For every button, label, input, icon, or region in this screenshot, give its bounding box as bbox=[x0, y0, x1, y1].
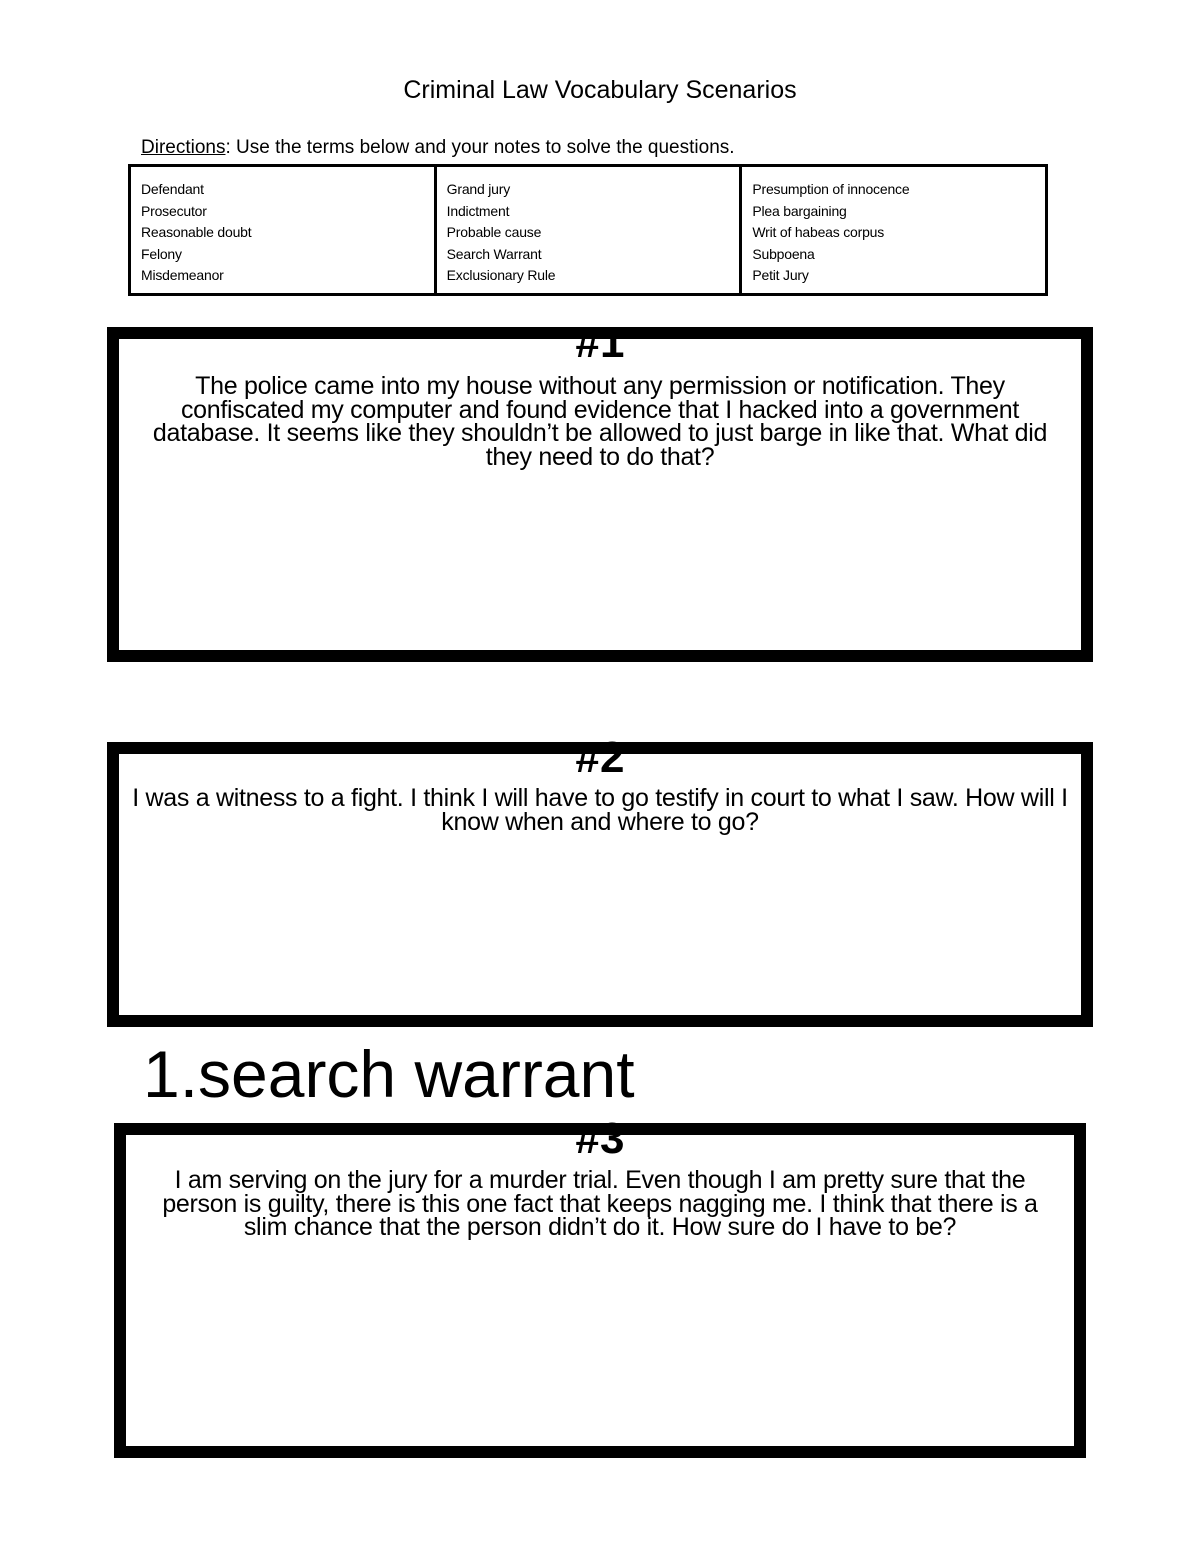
term-writ-of-habeas-corpus: Writ of habeas corpus bbox=[752, 224, 885, 240]
term-subpoena: Subpoena bbox=[752, 245, 815, 262]
directions-text: : Use the terms below and your notes to solve the questions. bbox=[225, 137, 735, 158]
term-felony: Felony bbox=[141, 245, 182, 262]
terms-column-3 bbox=[739, 167, 1045, 293]
handwritten-answer: 1.search warrant bbox=[143, 1037, 635, 1111]
term-probable-cause: Probable cause bbox=[446, 224, 542, 240]
terms-column-1 bbox=[131, 167, 434, 293]
scenario-box-2 bbox=[107, 733, 1093, 1027]
term-misdemeanor: Misdemeanor bbox=[141, 267, 224, 283]
terms-column-2 bbox=[434, 167, 740, 293]
scenario-text: I am serving on the jury for a murder trial. Even though I am pretty sure that the person is guilty, there is this one fact that keeps nagging me. I think that there is a slim chance that the person didn’t do it. How sure do I have to be? bbox=[162, 1166, 1038, 1241]
scenario-number: #1 bbox=[575, 318, 625, 367]
directions-label: Directions bbox=[141, 137, 226, 158]
term-plea-bargaining: Plea bargaining bbox=[752, 202, 847, 219]
term-grand-jury: Grand jury bbox=[446, 181, 511, 197]
scenario-number: #2 bbox=[575, 733, 625, 782]
term-petit-jury: Petit Jury bbox=[752, 267, 809, 283]
scenario-box-3 bbox=[114, 1114, 1086, 1458]
term-prosecutor: Prosecutor bbox=[141, 202, 207, 219]
scenario-text: I was a witness to a fight. I think I will have to go testify in court to what I saw. How will I know when and where to go? bbox=[132, 784, 1068, 836]
term-exclusionary-rule: Exclusionary Rule bbox=[446, 267, 556, 283]
scenario-number: #3 bbox=[575, 1114, 625, 1163]
page-title: Criminal Law Vocabulary Scenarios bbox=[403, 76, 797, 104]
term-presumption-of-innocence: Presumption of innocence bbox=[752, 181, 910, 197]
scenario-box-1 bbox=[107, 318, 1093, 662]
vocabulary-terms-table bbox=[128, 164, 1048, 296]
scenario-text: The police came into my house without any permission or notification. They confiscated my computer and found evidence that I hacked into a government database. It seems like they shouldn’t be allowed to just barge in like that. What did they need to do that? bbox=[152, 372, 1048, 471]
term-defendant: Defendant bbox=[141, 181, 204, 197]
directions bbox=[141, 137, 735, 159]
term-search-warrant: Search Warrant bbox=[446, 245, 542, 262]
term-indictment: Indictment bbox=[446, 202, 510, 219]
term-reasonable-doubt: Reasonable doubt bbox=[141, 224, 252, 240]
